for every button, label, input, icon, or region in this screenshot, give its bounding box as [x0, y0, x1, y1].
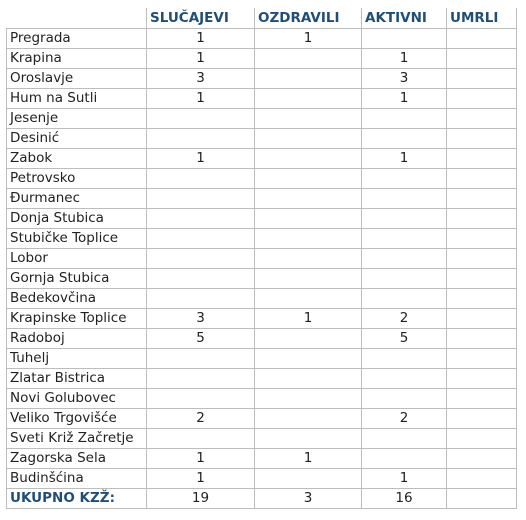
cell-aktivni: 1	[362, 469, 447, 489]
cell-ozdravili	[255, 149, 362, 169]
cell-ozdravili	[255, 429, 362, 449]
cell-ozdravili	[255, 209, 362, 229]
header-blank	[7, 9, 147, 29]
table-row	[7, 49, 517, 69]
table-row	[7, 269, 517, 289]
municipality-name: Pregrada	[7, 29, 147, 49]
table-row	[7, 389, 517, 409]
cell-slucajevi	[147, 349, 255, 369]
cell-ozdravili	[255, 269, 362, 289]
cell-umrli	[447, 349, 517, 369]
municipality-name: Sveti Križ Začretje	[7, 429, 147, 449]
municipality-name: Tuhelj	[7, 349, 147, 369]
cases-table	[6, 8, 517, 509]
cell-umrli	[447, 289, 517, 309]
cell-ozdravili	[255, 289, 362, 309]
table-row	[7, 89, 517, 109]
cell-slucajevi	[147, 169, 255, 189]
cell-ozdravili: 1	[255, 29, 362, 49]
header-umrli: UMRLI	[447, 9, 517, 29]
cell-ozdravili	[255, 89, 362, 109]
cell-slucajevi	[147, 429, 255, 449]
cell-aktivni: 1	[362, 49, 447, 69]
cell-slucajevi	[147, 269, 255, 289]
cell-aktivni	[362, 109, 447, 129]
cell-ozdravili	[255, 389, 362, 409]
cell-ozdravili: 1	[255, 449, 362, 469]
cell-ozdravili	[255, 189, 362, 209]
cell-slucajevi: 1	[147, 29, 255, 49]
cell-aktivni: 1	[362, 149, 447, 169]
cell-ozdravili	[255, 469, 362, 489]
municipality-name: Donja Stubica	[7, 209, 147, 229]
cell-aktivni	[362, 209, 447, 229]
cell-aktivni	[362, 129, 447, 149]
cell-ozdravili	[255, 409, 362, 429]
total-row	[7, 489, 517, 509]
cell-aktivni	[362, 289, 447, 309]
cell-slucajevi: 3	[147, 69, 255, 89]
municipality-name: Đurmanec	[7, 189, 147, 209]
cell-ozdravili	[255, 169, 362, 189]
table-row	[7, 189, 517, 209]
cell-umrli	[447, 369, 517, 389]
table-row	[7, 209, 517, 229]
cell-slucajevi	[147, 189, 255, 209]
municipality-name: Gornja Stubica	[7, 269, 147, 289]
cell-umrli	[447, 249, 517, 269]
cell-umrli	[447, 329, 517, 349]
cell-ozdravili	[255, 69, 362, 89]
cell-umrli	[447, 109, 517, 129]
header-aktivni: AKTIVNI	[362, 9, 447, 29]
cell-ozdravili	[255, 129, 362, 149]
table-row	[7, 369, 517, 389]
municipality-name: Hum na Sutli	[7, 89, 147, 109]
cell-aktivni	[362, 249, 447, 269]
cell-umrli	[447, 89, 517, 109]
table-row	[7, 169, 517, 189]
total-ozdravili: 3	[255, 489, 362, 509]
cell-aktivni: 2	[362, 409, 447, 429]
cell-ozdravili: 1	[255, 309, 362, 329]
cell-umrli	[447, 229, 517, 249]
municipality-name: Desinić	[7, 129, 147, 149]
total-name: UKUPNO KZŽ	[10, 490, 110, 506]
total-colon: :	[109, 490, 115, 506]
cell-umrli	[447, 209, 517, 229]
table-row	[7, 409, 517, 429]
cell-umrli	[447, 469, 517, 489]
cell-slucajevi: 1	[147, 49, 255, 69]
cell-slucajevi: 1	[147, 449, 255, 469]
cell-aktivni: 3	[362, 69, 447, 89]
cell-umrli	[447, 69, 517, 89]
municipality-name: Lobor	[7, 249, 147, 269]
municipality-name: Stubičke Toplice	[7, 229, 147, 249]
cell-umrli	[447, 409, 517, 429]
cell-aktivni	[362, 29, 447, 49]
table-row	[7, 149, 517, 169]
cell-ozdravili	[255, 49, 362, 69]
municipality-name: Oroslavje	[7, 69, 147, 89]
municipality-name: Petrovsko	[7, 169, 147, 189]
cell-aktivni	[362, 429, 447, 449]
cell-umrli	[447, 429, 517, 449]
cell-slucajevi: 1	[147, 149, 255, 169]
cell-aktivni: 2	[362, 309, 447, 329]
municipality-name: Bedekovčina	[7, 289, 147, 309]
table-row	[7, 349, 517, 369]
cell-slucajevi	[147, 209, 255, 229]
table-row	[7, 229, 517, 249]
cell-umrli	[447, 129, 517, 149]
cell-umrli	[447, 149, 517, 169]
cell-slucajevi	[147, 129, 255, 149]
cell-ozdravili	[255, 369, 362, 389]
table-row	[7, 249, 517, 269]
cell-umrli	[447, 449, 517, 469]
cell-umrli	[447, 269, 517, 289]
total-umrli	[447, 489, 517, 509]
cell-slucajevi: 1	[147, 89, 255, 109]
cell-slucajevi	[147, 389, 255, 409]
cell-slucajevi	[147, 289, 255, 309]
cell-umrli	[447, 309, 517, 329]
table-row	[7, 289, 517, 309]
total-aktivni: 16	[362, 489, 447, 509]
municipality-name: Zagorska Sela	[7, 449, 147, 469]
cell-umrli	[447, 189, 517, 209]
table-row	[7, 329, 517, 349]
municipality-name: Krapinske Toplice	[7, 309, 147, 329]
municipality-name: Zabok	[7, 149, 147, 169]
cell-ozdravili	[255, 249, 362, 269]
municipality-name: Zlatar Bistrica	[7, 369, 147, 389]
municipality-name: Krapina	[7, 49, 147, 69]
cell-aktivni	[362, 449, 447, 469]
cell-umrli	[447, 29, 517, 49]
cell-ozdravili	[255, 329, 362, 349]
cell-aktivni	[362, 389, 447, 409]
cell-aktivni	[362, 369, 447, 389]
cell-slucajevi	[147, 249, 255, 269]
cell-ozdravili	[255, 109, 362, 129]
municipality-name: Veliko Trgovišće	[7, 409, 147, 429]
cell-slucajevi: 1	[147, 469, 255, 489]
cell-ozdravili	[255, 229, 362, 249]
cell-slucajevi: 2	[147, 409, 255, 429]
municipality-name: Radoboj	[7, 329, 147, 349]
header-row	[7, 9, 517, 29]
cell-slucajevi	[147, 109, 255, 129]
cell-umrli	[447, 389, 517, 409]
municipality-name: Jesenje	[7, 109, 147, 129]
cell-slucajevi: 3	[147, 309, 255, 329]
table-row	[7, 429, 517, 449]
cell-aktivni	[362, 349, 447, 369]
table-row	[7, 109, 517, 129]
table-row	[7, 129, 517, 149]
cell-aktivni: 1	[362, 89, 447, 109]
table-row	[7, 29, 517, 49]
cell-slucajevi	[147, 369, 255, 389]
table-row	[7, 309, 517, 329]
header-ozdravili: OZDRAVILI	[255, 9, 362, 29]
table-row	[7, 469, 517, 489]
cell-ozdravili	[255, 349, 362, 369]
header-slucajevi: SLUČAJEVI	[147, 9, 255, 29]
cell-slucajevi: 5	[147, 329, 255, 349]
cell-slucajevi	[147, 229, 255, 249]
cell-umrli	[447, 49, 517, 69]
table-body	[7, 29, 517, 489]
total-label	[7, 489, 147, 509]
cell-aktivni	[362, 189, 447, 209]
cell-aktivni	[362, 169, 447, 189]
cell-umrli	[447, 169, 517, 189]
cell-aktivni	[362, 269, 447, 289]
cell-aktivni	[362, 229, 447, 249]
municipality-name: Budinšćina	[7, 469, 147, 489]
municipality-name: Novi Golubovec	[7, 389, 147, 409]
table-row	[7, 449, 517, 469]
table-row	[7, 69, 517, 89]
total-slucajevi: 19	[147, 489, 255, 509]
cell-aktivni: 5	[362, 329, 447, 349]
